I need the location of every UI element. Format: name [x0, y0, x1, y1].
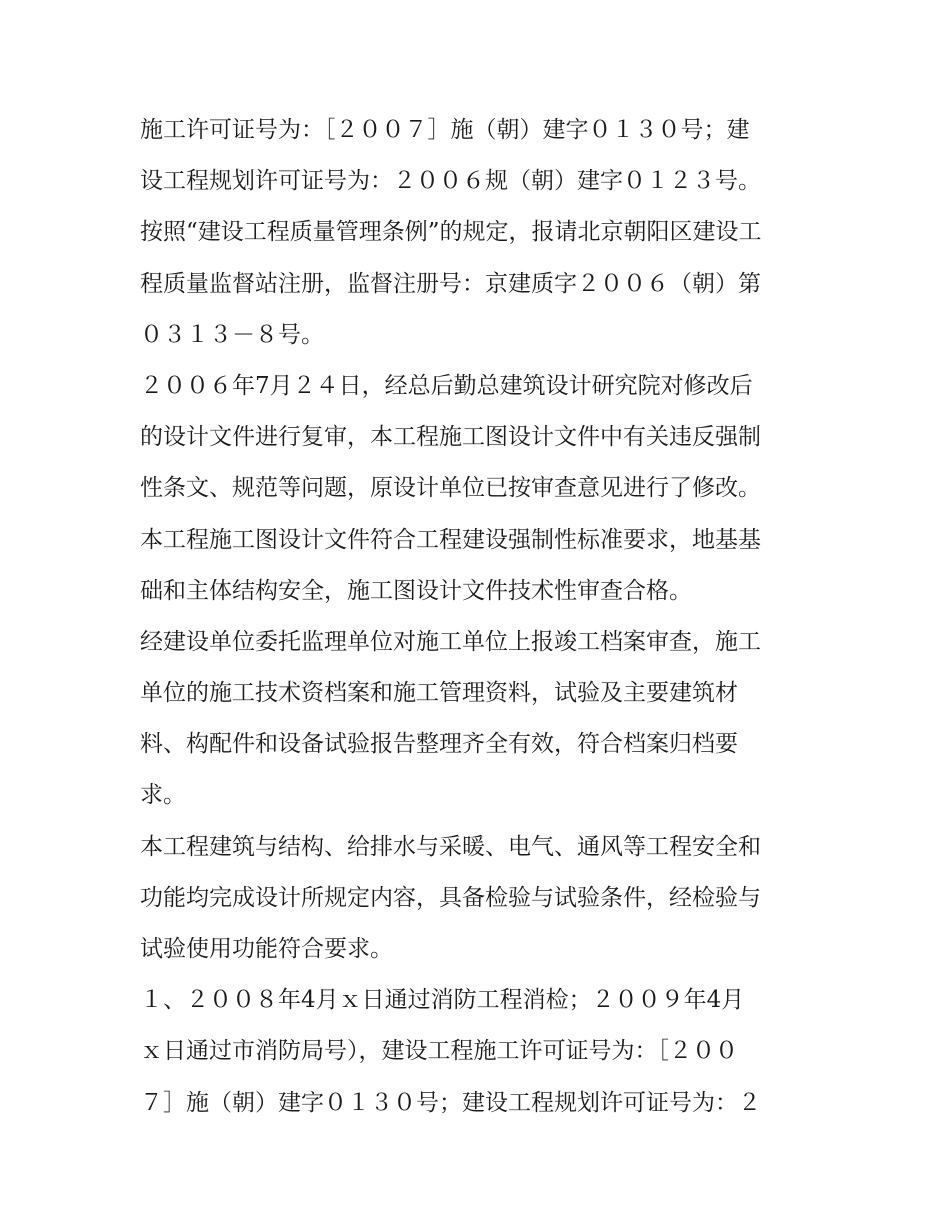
- text-line: ２００６年7月２４日，经总后勤总建筑设计研究院对修改后: [140, 372, 753, 399]
- text-line: 施工许可证号为：［２００７］施（朝）建字０１３０号；建: [140, 117, 750, 143]
- text-line: 单位的施工技术资档案和施工管理资料，试验及主要建筑材: [140, 680, 738, 707]
- text-line: 按照“建设工程质量管理条例”的规定，报请北京朝阳区建设工: [140, 219, 762, 246]
- text-line: 性条文、规范等问题，原设计单位已按审查意见进行了修改。: [140, 475, 761, 502]
- text-line: ｘ日通过市消防局号），建设工程施工许可证号为：［２００: [140, 1038, 738, 1065]
- text-line: ０３１３－８号。: [140, 321, 324, 348]
- body-text: [140, 108, 820, 1132]
- text-line: 础和主体结构安全，施工图设计文件技术性审查合格。: [140, 577, 692, 604]
- text-line: ７］施（朝）建字０１３０号；建设工程规划许可证号为：２: [140, 1089, 761, 1116]
- text-line: 的设计文件进行复审，本工程施工图设计文件中有关违反强制: [140, 424, 761, 451]
- text-line: 本工程施工图设计文件符合工程建设强制性标准要求，地基基: [140, 526, 761, 553]
- text-line: １、２００８年4月ｘ日通过消防工程消检；２００９年4月: [140, 987, 745, 1014]
- text-line: 本工程建筑与结构、给排水与采暖、电气、通风等工程安全和: [140, 833, 761, 860]
- text-line: 设工程规划许可证号为：２００６规（朝）建字０１２３号。: [140, 168, 761, 195]
- text-line: 求。: [140, 782, 186, 809]
- text-line: 试验使用功能符合要求。: [140, 936, 393, 962]
- text-line: 程质量监督站注册，监督注册号：京建质字２００６（朝）第: [140, 270, 761, 297]
- text-line: 功能均完成设计所规定内容，具备检验与试验条件，经检验与: [140, 884, 761, 911]
- text-line: 经建设单位委托监理单位对施工单位上报竣工档案审查，施工: [140, 628, 761, 655]
- text-line: 料、构配件和设备试验报告整理齐全有效，符合档案归档要: [140, 731, 738, 758]
